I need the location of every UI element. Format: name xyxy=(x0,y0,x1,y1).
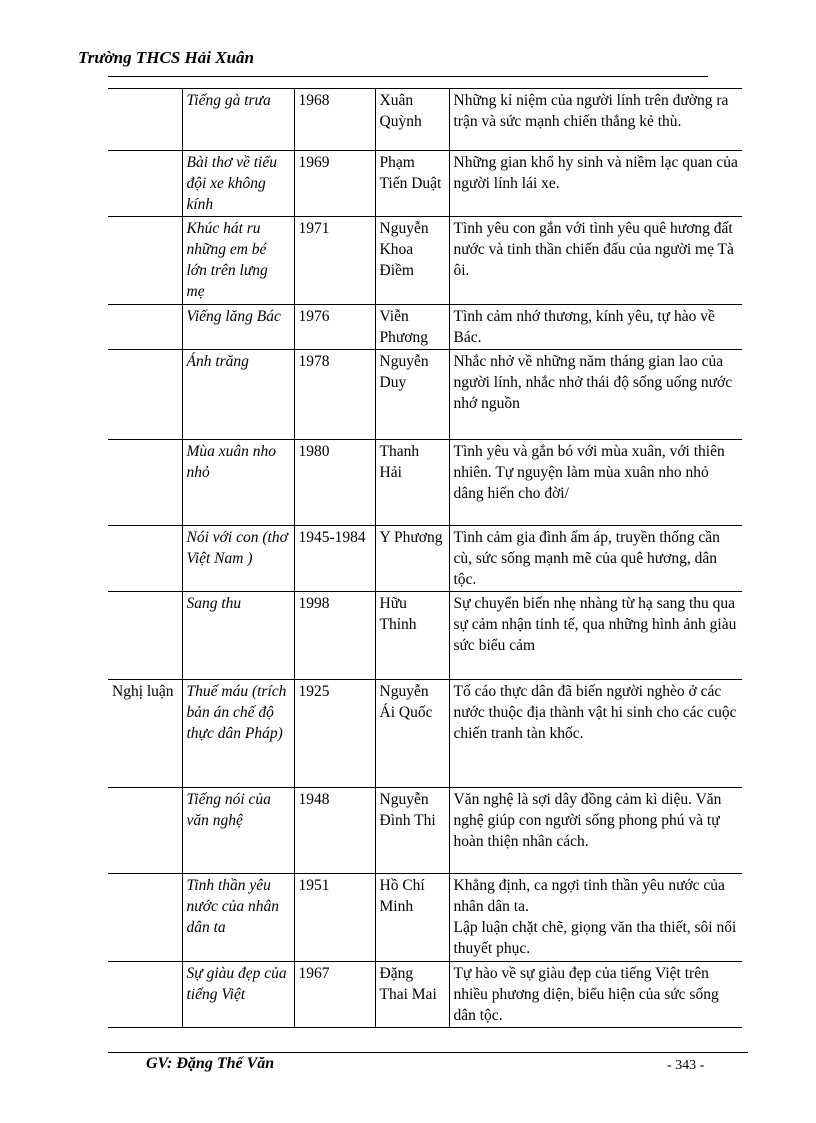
page-number: - 343 - xyxy=(667,1058,705,1073)
author-cell: Xuân Quỳnh xyxy=(375,89,449,151)
genre-cell xyxy=(108,350,182,440)
genre-cell xyxy=(108,151,182,217)
year-cell: 1968 xyxy=(294,89,375,151)
year-cell: 1969 xyxy=(294,151,375,217)
author-cell: Y Phương xyxy=(375,526,449,592)
genre-cell xyxy=(108,592,182,680)
author-cell: Viễn Phương xyxy=(375,305,449,350)
content-cell: Sự chuyển biến nhẹ nhàng từ hạ sang thu qua sự cảm nhận tinh tế, qua những hình ảnh giàu sức biểu cảm xyxy=(449,592,742,680)
table-row xyxy=(108,592,742,680)
year-cell: 1971 xyxy=(294,217,375,305)
genre-cell: Nghị luận xyxy=(108,680,182,788)
content-cell: Nhắc nhở về những năm tháng gian lao của người lính, nhắc nhở thái độ sống uống nước nhớ nguồn xyxy=(449,350,742,440)
content-cell: Những gian khổ hy sinh và niềm lạc quan của người lính lái xe. xyxy=(449,151,742,217)
genre-cell xyxy=(108,89,182,151)
author-cell: Thanh Hải xyxy=(375,440,449,526)
content-cell: Tình yêu và gắn bó với mùa xuân, với thiên nhiên. Tự nguyện làm mùa xuân nho nhỏ dâng hiến cho đời/ xyxy=(449,440,742,526)
author-cell: Đặng Thai Mai xyxy=(375,962,449,1028)
table-row xyxy=(108,151,742,217)
genre-cell xyxy=(108,526,182,592)
table-row xyxy=(108,89,742,151)
table-row xyxy=(108,874,742,962)
title-cell: Thuế máu (trích bản án chế độ thực dân Pháp) xyxy=(182,680,294,788)
genre-cell xyxy=(108,217,182,305)
table-row xyxy=(108,526,742,592)
author-cell: Nguyễn Đình Thi xyxy=(375,788,449,874)
year-cell: 1925 xyxy=(294,680,375,788)
author-cell: Hữu Thỉnh xyxy=(375,592,449,680)
year-cell: 1948 xyxy=(294,788,375,874)
title-cell: Nói với con (thơ Việt Nam ) xyxy=(182,526,294,592)
year-cell: 1980 xyxy=(294,440,375,526)
author-cell: Phạm Tiến Duật xyxy=(375,151,449,217)
table-row xyxy=(108,350,742,440)
content-cell: Tình cảm gia đình ấm áp, truyền thống cần cù, sức sống mạnh mẽ của quê hương, dân tộc. xyxy=(449,526,742,592)
year-cell: 1967 xyxy=(294,962,375,1028)
content-cell: Tình cảm nhớ thương, kính yêu, tự hào về Bác. xyxy=(449,305,742,350)
title-cell: Khúc hát ru những em bé lớn trên lưng mẹ xyxy=(182,217,294,305)
content-cell: Tố cáo thực dân đã biến người nghèo ở các nước thuộc địa thành vật hi sinh cho các cuộc chiến tranh tàn khốc. xyxy=(449,680,742,788)
title-cell: Tinh thần yêu nước của nhân dân ta xyxy=(182,874,294,962)
year-cell: 1998 xyxy=(294,592,375,680)
table-row xyxy=(108,217,742,305)
title-cell: Mùa xuân nho nhỏ xyxy=(182,440,294,526)
title-cell: Bài thơ về tiểu đội xe không kính xyxy=(182,151,294,217)
year-cell: 1976 xyxy=(294,305,375,350)
content-cell: Văn nghệ là sợi dây đồng cảm kì diệu. Văn nghệ giúp con người sống phong phú và tự hoàn thiện nhân cách. xyxy=(449,788,742,874)
genre-cell xyxy=(108,440,182,526)
table-row xyxy=(108,788,742,874)
title-cell: Viếng lăng Bác xyxy=(182,305,294,350)
genre-cell xyxy=(108,874,182,962)
content-cell: Tự hào về sự giàu đẹp của tiếng Việt trên nhiều phương diện, biểu hiện của sức sống dân tộc. xyxy=(449,962,742,1028)
literature-table xyxy=(108,88,742,1028)
content-cell: Những kỉ niệm của người lính trên đường ra trận và sức mạnh chiến thắng kẻ thù. xyxy=(449,89,742,151)
header-divider xyxy=(108,76,708,77)
content-cell: Tình yêu con gắn với tình yêu quê hương đất nước và tinh thần chiến đấu của người mẹ Tà ôi. xyxy=(449,217,742,305)
school-header: Trường THCS Hải Xuân xyxy=(78,48,254,67)
year-cell: 1978 xyxy=(294,350,375,440)
table-row xyxy=(108,440,742,526)
genre-cell xyxy=(108,788,182,874)
content-cell: Khẳng định, ca ngợi tinh thần yêu nước của nhân dân ta. Lập luận chặt chẽ, giọng văn tha thiết, sôi nổi thuyết phục. xyxy=(449,874,742,962)
teacher-name: GV: Đặng Thế Văn xyxy=(146,1055,275,1072)
title-cell: Sang thu xyxy=(182,592,294,680)
year-cell: 1945-1984 xyxy=(294,526,375,592)
literature-table-body xyxy=(108,89,742,1028)
title-cell: Ánh trăng xyxy=(182,350,294,440)
title-cell: Tiếng nói của văn nghệ xyxy=(182,788,294,874)
table-row xyxy=(108,962,742,1028)
author-cell: Nguyễn Khoa Điềm xyxy=(375,217,449,305)
footer-divider xyxy=(108,1052,748,1053)
year-cell: 1951 xyxy=(294,874,375,962)
table-row xyxy=(108,305,742,350)
genre-cell xyxy=(108,962,182,1028)
author-cell: Hồ Chí Minh xyxy=(375,874,449,962)
author-cell: Nguyễn Ái Quốc xyxy=(375,680,449,788)
genre-cell xyxy=(108,305,182,350)
author-cell: Nguyễn Duy xyxy=(375,350,449,440)
table-row xyxy=(108,680,742,788)
title-cell: Sự giàu đẹp của tiếng Việt xyxy=(182,962,294,1028)
title-cell: Tiếng gà trưa xyxy=(182,89,294,151)
